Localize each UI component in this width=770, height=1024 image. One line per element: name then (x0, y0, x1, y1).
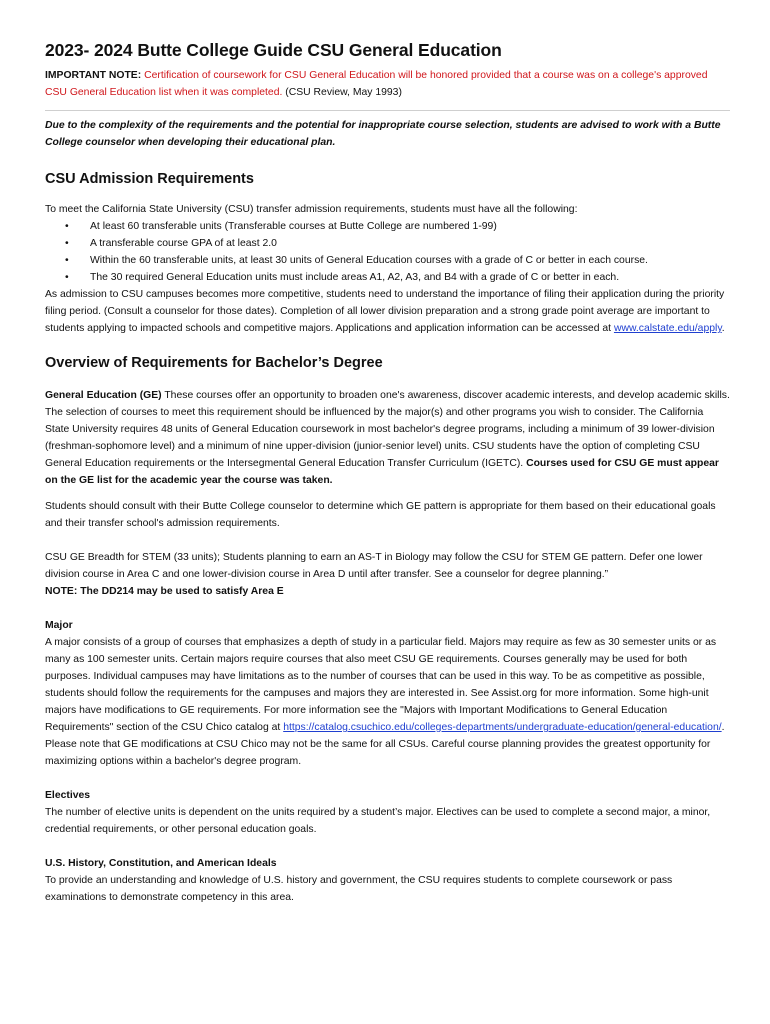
ge-bold-note: Courses used for CSU GE must appear on the GE list for the academic year the course was taken. (45, 458, 719, 486)
history-heading: U.S. History, Constitution, and American Ideals (45, 858, 277, 869)
admission-requirements-list (45, 218, 730, 286)
bullet: • (65, 272, 69, 283)
counselor-warning: Due to the complexity of the requirements and the potential for inappropriate course selection, students are advised to work with a Butte College counselor when developing their educational plan. (45, 120, 721, 148)
consult-paragraph: Students should consult with their Butte College counselor to determine which GE pattern is appropriate for them based on their educational goals and their transfer school's admission requirements. (45, 501, 716, 529)
bullet: • (65, 255, 69, 266)
history-paragraph: To provide an understanding and knowledge of U.S. history and government, the CSU requires students to complete coursework or pass examinations to demonstrate competency in this area. (45, 875, 673, 903)
electives-heading: Electives (45, 790, 91, 801)
admission-intro: To meet the California State University (CSU) transfer admission requirements, students must have all the following: (45, 204, 578, 215)
dd214-note: NOTE: The DD214 may be used to satisfy Area E (45, 586, 284, 597)
bullet: • (65, 221, 69, 232)
major-paragraph: A major consists of a group of courses that emphasizes a depth of study in a particular field. Majors may require as few as 30 semester units or as many as 100 semester units. Certain majors require courses that also meet CSU GE requirements. Courses generally may be used for both purposes. Individual campuses may have limitations as to the number of courses that can be used in this way. To be as competitive as possible, students should follow the requirements for the campuses and majors they are interested in. See Assist.org for more information. Some high-unit majors have modifications to GE requirements. For more information see the "Majors with Important Modifications to General Education Requirements" section of the CSU Chico catalog at https://catalog.csuchico.edu/colleges-departments/undergraduate-education/general-education/. Please note that GE modifications at CSU Chico may not be the same for all CSUs. Careful course planning provides the greatest opportunity for maximizing options within a bachelor's degree program. (45, 637, 725, 767)
stem-paragraph: CSU GE Breadth for STEM (33 units); Students planning to earn an AS-T in Biology may follow the CSU for STEM GE pattern. Defer one lower division course in Area C and one lower-division course in Area D until after transfer. See a counselor for degree planning.” (45, 552, 703, 580)
bullet: • (65, 238, 69, 249)
list-item: • A transferable course GPA of at least 2.0 (90, 235, 730, 252)
admission-heading: CSU Admission Requirements (45, 171, 254, 187)
major-heading: Major (45, 620, 73, 631)
overview-heading: Overview of Requirements for Bachelor’s Degree (45, 355, 383, 371)
important-note-reference: (CSU Review, May 1993) (285, 87, 402, 98)
important-note (45, 67, 730, 101)
calstate-apply-link[interactable]: www.calstate.edu/apply (613, 323, 722, 334)
list-item: • At least 60 transferable units (Transferable courses at Butte College are numbered 1-99) (90, 218, 730, 235)
admission-paragraph: As admission to CSU campuses becomes more competitive, students need to understand the importance of filing their application during the priority filing period. (Consult a counselor for those dates). Completion of all lower division preparation and a strong grade point average are important to students applying to impacted schools and competitive majors. Applications and application information can be accessed at www.calstate.edu/apply. (45, 289, 725, 334)
list-item: • Within the 60 transferable units, at least 30 units of General Education courses with a grade of C or better in each course. (90, 252, 730, 269)
list-item: • The 30 required General Education units must include areas A1, A2, A3, and B4 with a grade of C or better in each. (90, 269, 730, 286)
page-title: 2023- 2024 Butte College Guide CSU General Education (45, 40, 502, 60)
electives-paragraph: The number of elective units is dependent on the units required by a student’s major. Electives can be used to complete a second major, a minor, credential requirements, or other personal education goals. (45, 807, 711, 835)
ge-label: General Education (GE) (45, 390, 162, 401)
important-note-text: Certification of coursework for CSU General Education will be honored provided that a course was on a college's approved CSU General Education list when it was completed. (45, 70, 708, 98)
page-content (45, 36, 730, 906)
important-note-label: IMPORTANT NOTE: (45, 70, 142, 81)
csu-chico-catalog-link[interactable]: https://catalog.csuchico.edu/colleges-departments/undergraduate-education/general-education/ (283, 722, 722, 733)
divider (45, 110, 730, 111)
ge-paragraph: General Education (GE) These courses offer an opportunity to broaden one's awareness, discover academic interests, and develop academic skills. The selection of courses to meet this requirement should be influenced by the major(s) and other programs you wish to consider. The California State University requires 48 units of General Education coursework in most bachelor's degree programs, including a minimum of 39 lower-division (freshman-sophomore level) and a minimum of nine upper-division (junior-senior level) units. CSU students have the option of completing CSU General Education requirements or the Intersegmental General Education Transfer Curriculum (IGETC). Courses used for CSU GE must appear on the GE list for the academic year the course was taken. (45, 390, 730, 486)
